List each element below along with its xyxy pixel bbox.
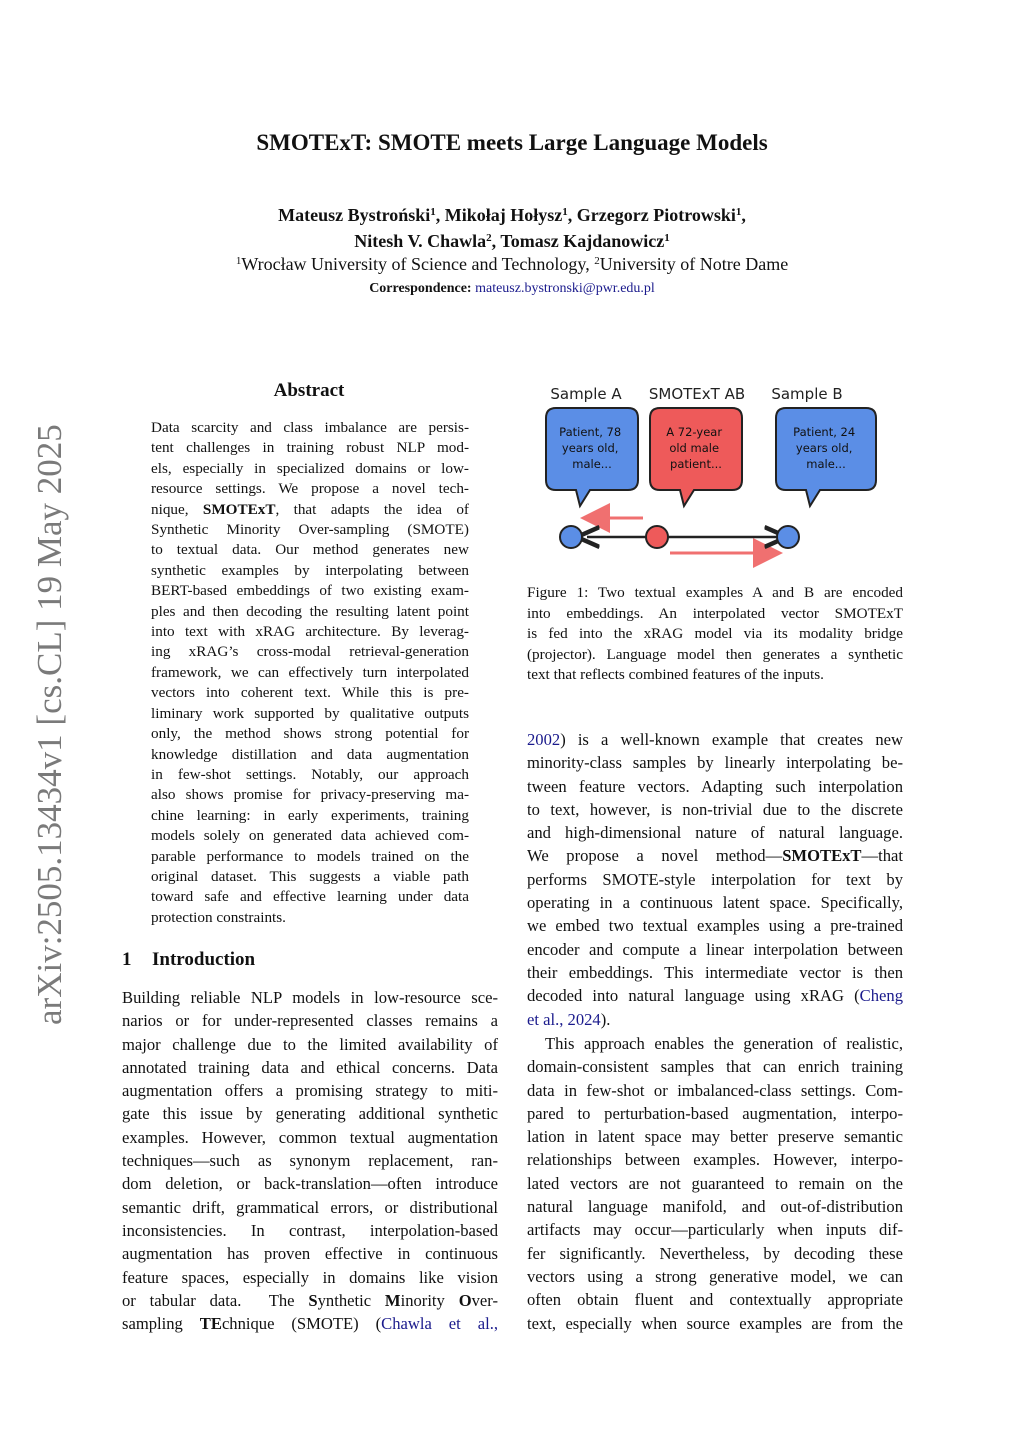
abstract-line: liminary work supported by qualitative outputs [151, 704, 469, 722]
body-line: techniques—such as synonym replacement, ran- [122, 1151, 498, 1171]
abstract-line: els, especially in specialized domains or low- [151, 459, 469, 477]
author-affil-sup: 1 [562, 206, 568, 218]
abstract-line: only, the method shows strong potential for [151, 725, 469, 743]
abstract-line: nique, SMOTExT, that adapts the idea of [151, 500, 469, 518]
affiliations [0, 252, 1024, 276]
abstract-method-name: SMOTExT [202, 500, 276, 518]
abstract-line: knowledge distillation and data augmentation [151, 745, 469, 763]
body-line: their embeddings. This intermediate vector is then [527, 962, 903, 982]
author-name: Grzegorz Piotrowski [576, 205, 736, 225]
body-line: augmentation has proven effective in continuous [122, 1244, 498, 1264]
abstract-line: Synthetic Minority Over-sampling (SMOTE) [151, 521, 469, 539]
text-run: We propose a novel method— [527, 846, 783, 866]
bubble-mid-line: old male [669, 441, 720, 455]
body-line: to text, however, is non-trivial due to the discrete [527, 799, 903, 819]
body-line: lation in latent space may better preserve semantic [527, 1127, 903, 1147]
text-run-bold: SMOTExT [782, 846, 862, 866]
text-run: ) is a well-known example that creates new [560, 730, 903, 749]
body-line: minority-class samples by linearly interpolating be- [527, 753, 903, 773]
label-sample-a: Sample A [550, 385, 622, 403]
text-run: ). [600, 1009, 611, 1029]
text-run: sampling [122, 1314, 200, 1334]
abstract-line: vectors into coherent text. While this is pre- [151, 684, 469, 702]
abstract-line: resource settings. We propose a novel tech- [151, 480, 469, 498]
abstract-line: chine learning: in early experiments, training [151, 806, 469, 824]
author-affil-sup: 1 [664, 232, 670, 244]
abstract-line: protection constraints. [151, 908, 286, 926]
author-name: Tomasz Kajdanowicz [500, 231, 665, 251]
abstract-line: tent challenges in training robust NLP mod- [151, 439, 469, 457]
author-list [0, 202, 1024, 254]
author-sep: , [491, 231, 501, 251]
abstract-line: synthetic examples by interpolating between [151, 561, 469, 579]
bubble-a-line: male... [572, 457, 612, 471]
abstract-line: to textual data. Our method generates new [151, 541, 469, 559]
section-number: 1 [122, 949, 132, 970]
body-line: Building reliable NLP models in low-resource sce- [122, 988, 498, 1007]
author-line-2 [0, 228, 1024, 254]
body-line: annotated training data and ethical concerns. Data [122, 1057, 498, 1077]
caption-line: Figure 1: Two textual examples A and B are encoded [527, 584, 903, 601]
body-line: operating in a continuous latent space. Specifically, [527, 893, 903, 913]
abstract-line: ing xRAG’s cross-modal retrieval-generation [151, 643, 469, 661]
svg-text:A 72-year old male [666, 425, 725, 471]
body-line: lated vectors are not guaranteed to remain on the [527, 1173, 903, 1193]
body-line: inconsistencies. In contrast, interpolation-based [122, 1220, 498, 1240]
affil-sup: 2 [594, 255, 600, 267]
body-line: narios or for under-represented classes remains a [122, 1011, 498, 1031]
body-line-citation [122, 1312, 498, 1335]
author-affil-sup: 1 [430, 206, 436, 218]
abstract-line: BERT-based embeddings of two existing exam- [151, 582, 469, 600]
bubble-mid-line: A 72-year [666, 425, 723, 439]
abstract-line: models solely on generated data achieved com- [151, 827, 469, 845]
body-line: relationships between examples. However, interpo- [527, 1150, 903, 1170]
section-heading-introduction [122, 949, 255, 971]
arxiv-stamp: arXiv:2505.13434v1 [cs.CL] 19 May 2025 [30, 424, 69, 1026]
body-line: examples. However, common textual augmentation [122, 1127, 498, 1147]
label-sample-b: Sample B [771, 385, 843, 403]
body-line-citation [527, 984, 903, 1007]
body-line: we embed two textual examples using a pre-trained [527, 916, 903, 936]
author-affil-sup: 2 [486, 232, 492, 244]
caption-line: into embeddings. An interpolated vector SMOTExT [527, 604, 903, 622]
intro-left-column [122, 986, 498, 1335]
intro-right-paragraph-2 [527, 1032, 903, 1335]
citation-link-chawla[interactable]: Chawla et al., [381, 1314, 498, 1334]
body-line-citation [527, 728, 903, 751]
body-line: domain-consistent samples that can enrich training [527, 1057, 903, 1077]
body-line-smote-acronym: or tabular data. The Synthetic Minority Over- [122, 1290, 498, 1310]
bubble-mid-line: patient... [670, 457, 722, 471]
author-line-1 [0, 202, 1024, 228]
abstract-line: toward safe and effective learning under data [151, 888, 469, 906]
correspondence [0, 281, 1024, 297]
body-line: fer significantly. Nevertheless, by decoding these [527, 1243, 903, 1263]
citation-link-2002[interactable]: 2002 [527, 730, 561, 749]
body-line: vectors using a strong generative model, we can [527, 1266, 903, 1286]
text-run: chnique (SMOTE) ( [221, 1314, 382, 1334]
bubble-b-line: male... [806, 457, 846, 471]
body-line: artifacts may occur—particularly when inputs dif- [527, 1220, 903, 1240]
figure-1-caption [527, 583, 903, 686]
bubble-b-line: Patient, 24 [793, 425, 856, 439]
author-sep: , [741, 205, 746, 225]
text-run: —that [861, 846, 903, 866]
figure-1-diagram [540, 378, 900, 568]
point-sample-b [777, 526, 799, 548]
point-smotext [646, 526, 668, 548]
abstract-line: into text with xRAG architecture. By leverag- [151, 623, 469, 641]
caption-line: is fed into the xRAG model via its modality bridge [527, 625, 903, 642]
abstract-body [151, 418, 469, 928]
intro-right-column [527, 728, 903, 1031]
body-line: feature spaces, especially in domains like vision [122, 1267, 498, 1287]
abstract-line: framework, we can effectively turn interpolated [151, 663, 469, 681]
correspondence-label: Correspondence: [369, 281, 472, 296]
paper-title: SMOTExT: SMOTE meets Large Language Models [256, 130, 768, 155]
body-line: augmentation offers a promising strategy to miti- [122, 1081, 498, 1101]
correspondence-email-link[interactable]: mateusz.bystronski@pwr.edu.pl [475, 281, 655, 296]
abstract-line: ples and then decoding the resulting latent point [151, 602, 469, 620]
body-line: often obtain fluent and contextually appropriate [527, 1290, 903, 1310]
author-name: Mikołaj Hołysz [444, 205, 563, 225]
abstract-line: also shows promise for privacy-preserving ma- [151, 786, 469, 804]
body-line: gate this issue by generating additional synthetic [122, 1104, 498, 1124]
caption-line: text that reflects combined features of the inputs. [527, 666, 824, 683]
body-line: dom deletion, or back-translation—often introduce [122, 1174, 498, 1194]
abstract-line: in few-shot settings. Notably, our approach [151, 765, 469, 783]
abstract-line: Data scarcity and class imbalance are persis- [151, 419, 469, 436]
body-line: natural language manifold, and out-of-distribution [527, 1197, 903, 1217]
author-sep: , [435, 205, 445, 225]
body-line-citation [527, 1008, 903, 1031]
body-line: text, especially when source examples are from the [527, 1313, 903, 1333]
body-line: tween feature vectors. Adapting such interpolation [527, 776, 903, 796]
bubble-b-line: years old, [795, 441, 853, 455]
affil-sup: 1 [235, 255, 242, 267]
author-affil-sup: 1 [735, 206, 742, 218]
body-line: encoder and compute a linear interpolation between [527, 939, 903, 959]
body-line: data in few-shot or imbalanced-class settings. Com- [527, 1080, 903, 1100]
bubble-a-line: Patient, 78 [559, 425, 622, 439]
body-line: performs SMOTE-style interpolation for text by [527, 869, 903, 889]
affil-name: Wrocław University of Science and Technology, [241, 254, 595, 274]
point-sample-a [560, 526, 582, 548]
text-run-bold: TE [199, 1314, 222, 1334]
author-name: Mateusz Bystroński [278, 205, 431, 225]
author-sep: , [567, 205, 577, 225]
body-line: major challenge due to the limited availability of [122, 1034, 498, 1054]
caption-line: (projector). Language model then generates a synthetic [527, 645, 903, 663]
abstract-line: original dataset. This suggests a viable path [151, 867, 469, 885]
author-name: Nitesh V. Chawla [354, 231, 487, 251]
body-line: pared to perturbation-based augmentation, interpo- [527, 1103, 903, 1123]
label-smotext-ab: SMOTExT AB [648, 385, 746, 403]
section-title: Introduction [152, 949, 256, 970]
text-run: decoded into natural language using xRAG ( [527, 986, 860, 1006]
body-line: semantic drift, grammatical errors, or distributional [122, 1197, 498, 1217]
body-line-method [527, 844, 903, 867]
body-line: This approach enables the generation of realistic, [545, 1034, 903, 1053]
abstract-line: parable performance to models trained on the [151, 847, 469, 865]
citation-link-cheng-year[interactable]: et al., 2024 [527, 1009, 601, 1029]
abstract-heading: Abstract [273, 380, 345, 401]
bubble-a-line: years old, [561, 441, 619, 455]
affil-name: University of Notre Dame [599, 254, 789, 274]
body-line: and high-dimensional nature of natural language. [527, 823, 903, 843]
citation-link-cheng[interactable]: Cheng [859, 986, 903, 1006]
